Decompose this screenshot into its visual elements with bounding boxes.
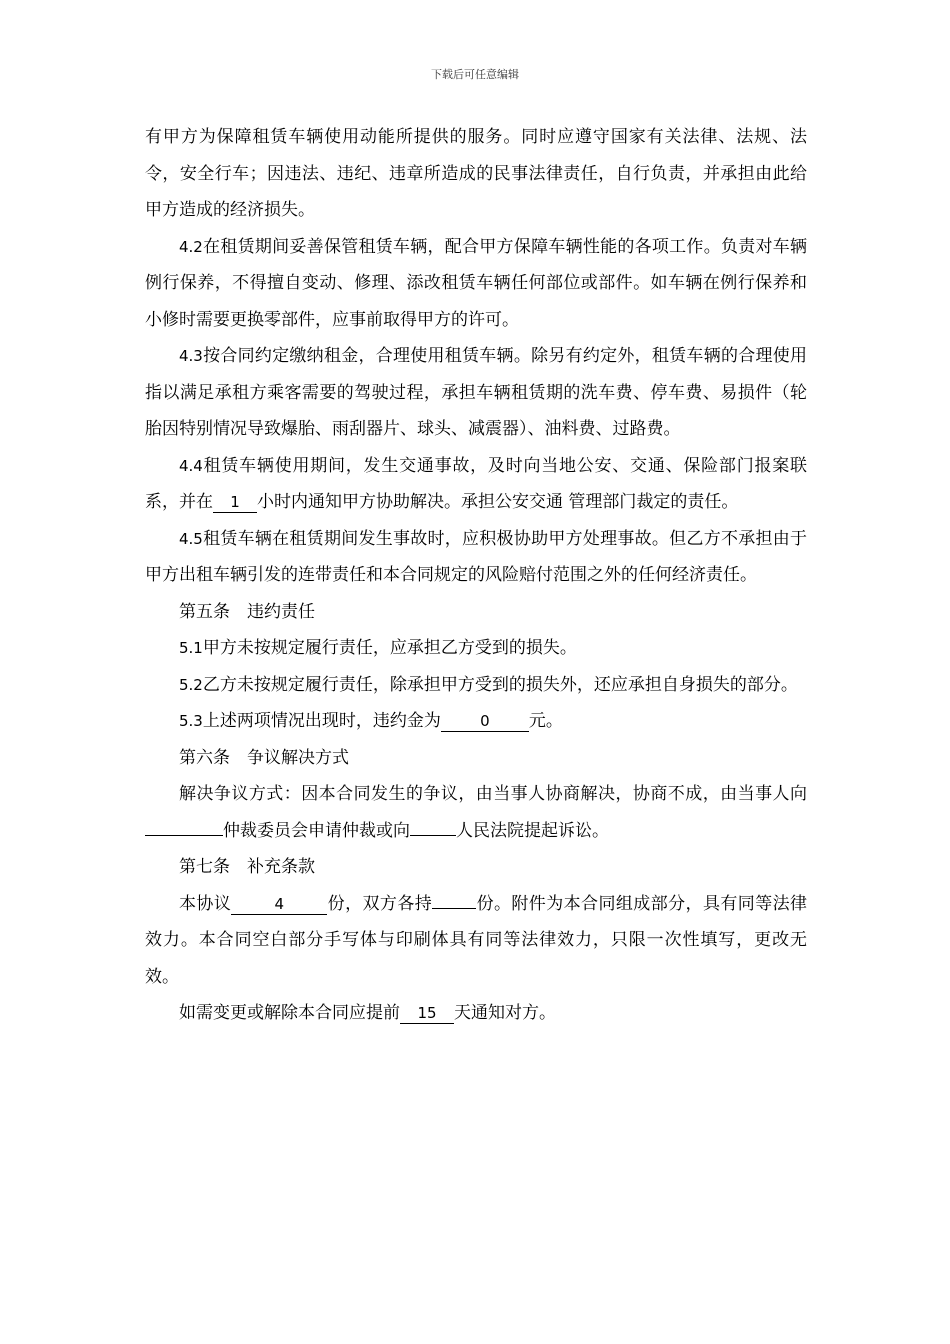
clause-text: 解决争议方式：因本合同发生的争议，由当事人协商解决，协商不成，由当事人向 [179, 784, 807, 804]
notice-days-blank[interactable]: 15 [400, 1003, 454, 1024]
article-7-heading [145, 849, 807, 886]
clause-text: 甲方未按规定履行责任，应承担乙方受到的损失。 [202, 638, 577, 658]
clause-number: 5.3 [179, 712, 203, 730]
article-title: 违约责任 [247, 601, 315, 622]
clause-text: 按合同约定缴纳租金，合理使用租赁车辆。除另有约定外，租赁车辆的合理使用指以满足承租方乘客需要的驾驶过程，承担车辆租赁期的洗车费、停车费、易损件（轮胎因特别情况导致爆胎、雨刮器片、球头、减震器）、油料费、过路费。 [145, 346, 807, 439]
notify-hours-blank[interactable]: 1 [213, 492, 257, 513]
clause-text: 人民法院提起诉讼。 [456, 820, 609, 841]
clause-text: 乙方未按规定履行责任，除承担甲方受到的损失外，还应承担自身损失的部分。 [202, 674, 798, 695]
clause-text: 本协议 [179, 893, 232, 914]
clause-text: 上述两项情况出现时，违约金为 [202, 711, 441, 731]
clause-text: 份。附件为本合同组成部分，具有同等法律效力。本合同空白部分手写体与印刷体具有同等法律效力，只限一次性填写，更改无效。 [145, 893, 808, 987]
article-6-heading [145, 740, 807, 777]
clause-4-2 [145, 229, 807, 339]
article-label: 第七条 [179, 857, 230, 877]
clause-5-2 [145, 667, 807, 704]
paragraph-text: 有甲方为保障租赁车辆使用动能所提供的服务。同时应遵守国家有关法律、法规、法令，安全行车；因违法、违纪、违章所造成的民事法律责任，自行负责，并承担由此给甲方造成的经济损失。 [145, 127, 807, 220]
copies-count-blank[interactable]: 4 [231, 894, 327, 915]
dispute-resolution-paragraph [145, 776, 807, 849]
clause-4-3 [145, 338, 807, 448]
clause-number: 4.2 [179, 237, 203, 256]
clause-text: 仲裁委员会申请仲裁或向 [223, 820, 410, 841]
court-blank[interactable] [410, 835, 456, 836]
clause-number: 4.4 [179, 456, 203, 475]
copies-each-blank[interactable] [432, 908, 476, 909]
clause-number: 5.2 [179, 675, 203, 694]
clause-text: 如需变更或解除本合同应提前 [179, 1003, 400, 1023]
notice-period-paragraph [145, 995, 807, 1032]
clause-number: 4.5 [179, 529, 203, 548]
clause-text: 小时内通知甲方协助解决。承担公安交通 管理部门裁定的责任。 [257, 492, 739, 512]
clause-text: 在租赁期间妥善保管租赁车辆，配合甲方保障车辆性能的各项工作。负责对车辆例行保养，不得擅自变动、修理、添改租赁车辆任何部位或部件。如车辆在例行保养和小修时需要更换零部件，应事前取得甲方的许可。 [145, 236, 807, 330]
article-label: 第五条 [179, 601, 230, 622]
paragraph-4-1-continued [145, 119, 807, 229]
clause-5-1 [145, 630, 807, 667]
clause-text: 元。 [528, 711, 563, 731]
clause-4-4 [145, 448, 807, 521]
article-5-heading [145, 594, 807, 631]
clause-text: 天通知对方。 [454, 1003, 556, 1023]
article-title: 补充条款 [247, 857, 315, 877]
clause-number: 5.1 [179, 639, 203, 657]
penalty-amount-blank[interactable]: 0 [441, 711, 529, 732]
article-title: 争议解决方式 [247, 747, 349, 768]
document-body [145, 119, 807, 1032]
copies-paragraph [145, 886, 807, 996]
clause-text: 租赁车辆使用期间，发生交通事故，及时向当地公安、交通、保险部门报案联系，并在 [145, 455, 807, 512]
clause-number: 4.3 [179, 347, 203, 365]
page-header: 下载后可任意编辑 [431, 68, 519, 81]
arbitration-committee-blank[interactable] [145, 835, 223, 836]
article-label: 第六条 [179, 747, 230, 768]
clause-text: 租赁车辆在租赁期间发生事故时，应积极协助甲方处理事故。但乙方不承担由于甲方出租车辆引发的连带责任和本合同规定的风险赔付范围之外的任何经济责任。 [145, 528, 807, 585]
clause-5-3 [145, 703, 807, 740]
clause-4-5 [145, 521, 807, 594]
clause-text: 份，双方各持 [327, 893, 433, 914]
